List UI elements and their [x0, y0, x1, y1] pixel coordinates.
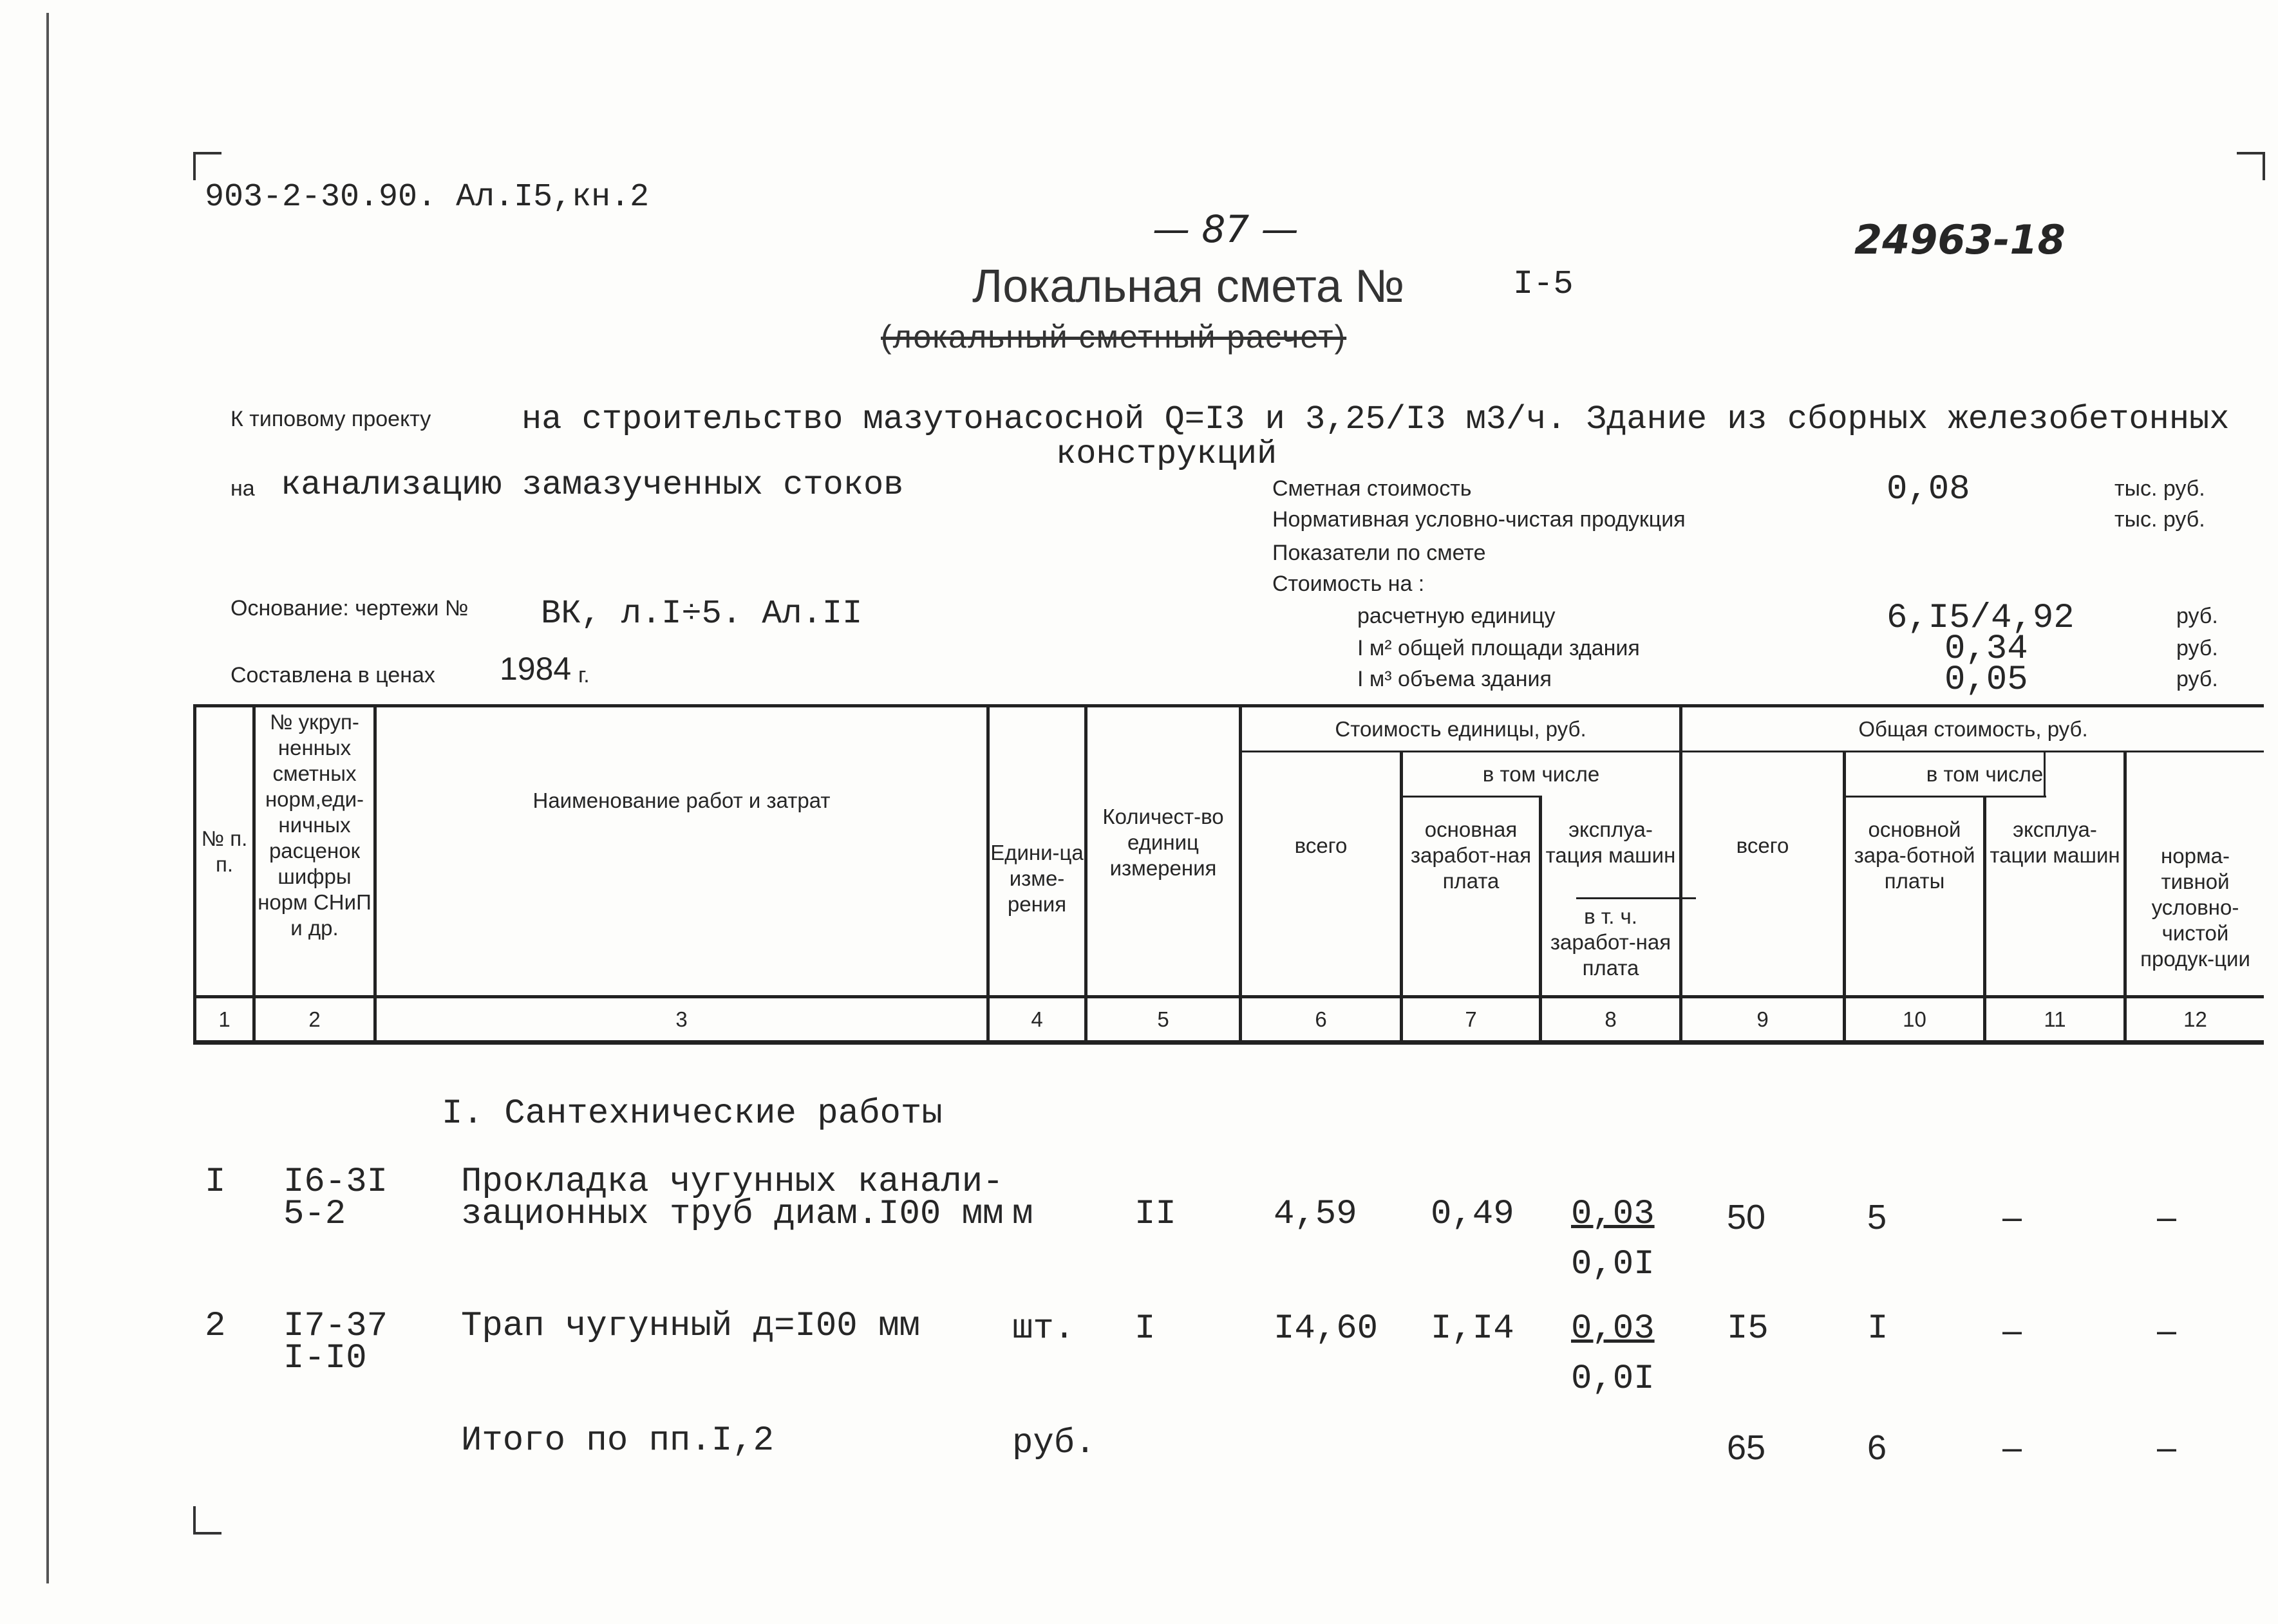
total-value: 65	[1727, 1428, 1766, 1467]
col-number: 7	[1465, 1007, 1477, 1031]
total-normative: –	[2157, 1428, 2177, 1467]
col-header-total-machines: эксплуа-тации машин	[1990, 817, 2120, 867]
row-name-2: зационных труб диам.I00 мм	[461, 1195, 1004, 1234]
indicators-label: Показатели по смете	[1272, 541, 1486, 565]
area-unit: руб.	[2176, 636, 2218, 660]
col-header-unit-machines-wage: в т. ч. заработ-ная плата	[1550, 904, 1671, 980]
row-number: I	[205, 1162, 226, 1202]
row-code-2: 5-2	[283, 1195, 346, 1234]
area-label: I м² общей площади здания	[1357, 636, 1640, 660]
row-number: 2	[205, 1307, 226, 1346]
row-unit-machines-wage: 0,0I	[1571, 1359, 1655, 1399]
col-number: 9	[1756, 1007, 1769, 1031]
col-header-normative-product: норма-тивной условно-чистой продук-ции	[2140, 844, 2250, 971]
row-unit-machines-wage: 0,0I	[1571, 1245, 1655, 1284]
row-unit-total: I4,60	[1274, 1309, 1379, 1349]
col-header-unit-wage: основная заработ-ная плата	[1410, 817, 1532, 893]
row-name-1: Трап чугунный д=I00 мм	[461, 1307, 920, 1346]
col-number: 1	[218, 1007, 231, 1031]
col-number: 5	[1157, 1007, 1169, 1031]
basis-text: ВК, л.I÷5. Ал.II	[541, 595, 863, 633]
row-unit: м	[1012, 1195, 1033, 1234]
col-group-unit-cost: Стоимость единицы, руб.	[1335, 716, 1586, 741]
calc-unit-label: расчетную единицу	[1357, 604, 1556, 628]
col-number: 6	[1315, 1007, 1327, 1031]
row-total-machines: –	[2002, 1311, 2022, 1350]
row-quantity: II	[1134, 1195, 1176, 1234]
col-header-unit: Едини-ца изме-рения	[990, 841, 1084, 916]
project-line-2: конструкций	[1056, 435, 1277, 473]
col-number: 2	[308, 1007, 321, 1031]
corner-mark-top-right	[2237, 152, 2265, 180]
row-total-machines: –	[2002, 1198, 2022, 1237]
document-code: 903-2-30.90. Ал.I5,кн.2	[205, 179, 650, 216]
stamp-number: 24963-18	[1854, 216, 2066, 263]
row-code-2: I-I0	[283, 1339, 367, 1378]
col-number: 10	[1903, 1007, 1926, 1031]
page-left-edge	[46, 13, 49, 1583]
corner-mark-top-left	[193, 152, 221, 180]
on-prefix: на	[231, 476, 255, 501]
basis-prefix: Основание: чертежи №	[231, 596, 469, 621]
table-line	[1845, 796, 2046, 798]
page-number: — 87 —	[1153, 207, 1299, 251]
col-group-incl-unit: в том числе	[1482, 761, 1600, 786]
table-line	[193, 1040, 2264, 1045]
document-title-number: I-5	[1513, 265, 1574, 303]
row-unit-wage: I,I4	[1431, 1309, 1514, 1349]
row-quantity: I	[1134, 1309, 1156, 1349]
col-header-norm-code: № укруп-ненных сметных норм,еди-ничных расценок шифры норм СНиП и др.	[258, 710, 372, 940]
normative-unit: тыс. руб.	[2114, 507, 2205, 532]
area-value: 0,34	[1944, 630, 2028, 669]
col-header-work-name: Наименование работ и затрат	[532, 789, 831, 812]
row-total-wage: I	[1867, 1309, 1888, 1349]
col-header-unit-machines: эксплуа-тация машин	[1545, 817, 1676, 867]
prices-suffix: г.	[578, 663, 590, 687]
row-code-1: I6-3I	[283, 1162, 388, 1202]
project-line-1: на строительство мазутонасосной Q=I3 и 3,25/I3 м3/ч. Здание из сборных железобетонных	[522, 400, 2230, 438]
col-number: 4	[1031, 1007, 1043, 1031]
total-wage: 6	[1867, 1428, 1887, 1467]
table-line	[1576, 897, 1696, 899]
col-header-unit-total: всего	[1294, 834, 1348, 857]
document-title: Локальная смета №	[972, 261, 1405, 312]
total-label: Итого по пп.I,2	[461, 1421, 775, 1461]
row-unit-machines: 0,03	[1571, 1195, 1655, 1234]
volume-value: 0,05	[1944, 660, 2028, 700]
col-group-total-cost: Общая стоимость, руб.	[1858, 716, 2088, 741]
section-title: I. Сантехнические работы	[442, 1094, 943, 1134]
col-number: 11	[2044, 1007, 2066, 1031]
table-line	[1400, 796, 1541, 798]
corner-mark-bottom-left	[193, 1506, 221, 1535]
estimated-cost-value: 0,08	[1887, 470, 1970, 509]
col-group-incl-total: в том числе	[1926, 761, 2044, 786]
estimated-cost-label: Сметная стоимость	[1272, 476, 1472, 501]
row-total-normative: –	[2157, 1198, 2177, 1237]
estimate-table-header	[193, 704, 2264, 1045]
volume-unit: руб.	[2176, 667, 2218, 691]
cost-per-label: Стоимость на :	[1272, 572, 1425, 596]
row-unit-machines: 0,03	[1571, 1309, 1655, 1349]
row-total-normative: –	[2157, 1311, 2177, 1350]
estimated-cost-unit: тыс. руб.	[2114, 476, 2205, 501]
row-code-1: I7-37	[283, 1307, 388, 1346]
project-prefix: К типовому проекту	[231, 407, 431, 431]
col-number: 8	[1605, 1007, 1617, 1031]
row-total: I5	[1727, 1309, 1769, 1349]
total-machines: –	[2002, 1428, 2022, 1467]
calc-unit-value: 6,I5/4,92	[1887, 599, 2075, 638]
row-name-1: Прокладка чугунных канали-	[461, 1162, 1004, 1202]
prices-year: 1984	[500, 651, 572, 687]
calc-unit-unit: руб.	[2176, 604, 2218, 628]
prices-prefix: Составлена в ценах	[231, 663, 435, 687]
col-header-total-wage: основной зара-ботной платы	[1854, 817, 1975, 893]
total-unit: руб.	[1012, 1424, 1096, 1463]
struck-subtitle: (локальный сметный расчет)	[881, 319, 1347, 355]
on-text: канализацию замазученных стоков	[281, 466, 904, 504]
row-unit-wage: 0,49	[1431, 1195, 1514, 1234]
col-number: 12	[2183, 1007, 2207, 1031]
volume-label: I м³ объема здания	[1357, 667, 1552, 691]
normative-label: Нормативная условно-чистая продукция	[1272, 507, 1686, 532]
row-unit-total: 4,59	[1274, 1195, 1357, 1234]
row-total-wage: 5	[1867, 1198, 1887, 1237]
col-header-number: № п. п.	[201, 826, 248, 876]
row-total: 50	[1727, 1198, 1766, 1237]
col-header-quantity: Количест-во единиц измерения	[1102, 805, 1224, 880]
col-number: 3	[675, 1007, 688, 1031]
row-unit: шт.	[1012, 1309, 1075, 1349]
col-header-total: всего	[1736, 834, 1789, 857]
